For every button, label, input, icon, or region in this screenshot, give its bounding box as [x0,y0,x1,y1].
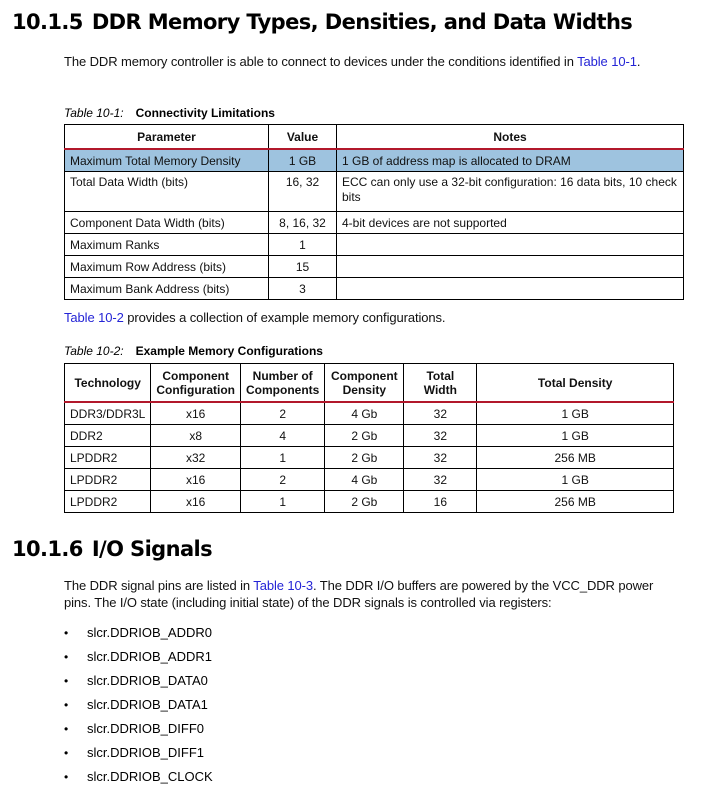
list-item [64,648,213,672]
table-row [65,234,684,256]
total-width-cell: 32 [404,402,477,425]
notes-cell: ECC can only use a 32-bit configuration: 16 data bits, 10 check bits [337,172,684,212]
components-cell: 2 [241,469,325,491]
register-list [64,624,213,792]
table-row [65,469,674,491]
list-item [64,744,213,768]
section-heading-10-1-5 [12,10,632,34]
component-density-cell: 2 Gb [325,447,404,469]
section-number: 10.1.5 [12,10,83,34]
table-row [65,402,674,425]
register-name: slcr.DDRIOB_DATA1 [87,697,208,712]
intro-end: . [636,54,641,69]
table-row [65,172,684,212]
intro-paragraph [64,53,664,70]
value-cell: 1 GB [269,149,337,172]
io-text-before-link: The DDR signal pins are listed in [64,578,254,593]
technology-cell: DDR2 [65,425,151,447]
register-name: slcr.DDRIOB_ADDR1 [87,649,212,664]
bullet-icon: • [64,746,69,760]
total-density-cell: 1 GB [477,469,674,491]
list-item [64,720,213,744]
table-row [65,256,684,278]
bullet-icon: • [64,698,69,712]
notes-cell [337,278,684,300]
technology-cell: LPDDR2 [65,491,151,513]
register-name: slcr.DDRIOB_DIFF0 [87,721,205,736]
parameter-cell: Maximum Ranks [65,234,269,256]
register-name: slcr.DDRIOB_ADDR0 [87,625,212,640]
table1-label: Table 10-1: [64,106,124,120]
section-heading-10-1-6 [12,537,212,561]
table1-header: Parameter [65,125,269,150]
table2-title: Example Memory Configurations [135,344,323,358]
register-name: slcr.DDRIOB_CLOCK [87,769,213,784]
configuration-cell: x8 [151,425,241,447]
parameter-cell: Maximum Row Address (bits) [65,256,269,278]
table2-intro-paragraph [64,309,445,326]
technology-cell: LPDDR2 [65,469,151,491]
io-text-after-link: . The DDR I/O buffers are powered by the VCC_DDR power pins. The I/O state (including initial state) of the DDR signals is controlled via registers: [64,578,654,610]
value-cell: 3 [269,278,337,300]
section-title: DDR Memory Types, Densities, and Data Widths [91,10,633,34]
value-cell: 8, 16, 32 [269,212,337,234]
table-row-selected [65,149,684,172]
notes-cell: 1 GB of address map is allocated to DRAM [337,149,684,172]
connectivity-limitations-table [64,124,684,300]
component-density-cell: 4 Gb [325,402,404,425]
value-cell: 16, 32 [269,172,337,212]
component-density-cell: 2 Gb [325,425,404,447]
table-row [65,447,674,469]
parameter-cell: Maximum Total Memory Density [65,149,269,172]
table-row [65,278,684,300]
notes-cell: 4-bit devices are not supported [337,212,684,234]
list-item [64,768,213,792]
table1-header-row [65,125,684,150]
configuration-cell: x16 [151,491,241,513]
components-cell: 1 [241,447,325,469]
table-row [65,491,674,513]
table2-header: Technology [65,364,151,403]
total-width-cell: 16 [404,491,477,513]
configuration-cell: x16 [151,469,241,491]
table1-header: Notes [337,125,684,150]
value-cell: 1 [269,234,337,256]
section-number: 10.1.6 [12,537,83,561]
table-10-2-link[interactable]: Table 10-2 [64,310,124,325]
bullet-icon: • [64,674,69,688]
section-title: I/O Signals [91,537,213,561]
table1-caption [64,106,275,120]
notes-cell [337,234,684,256]
list-item [64,672,213,696]
bullet-icon: • [64,770,69,784]
total-density-cell: 1 GB [477,425,674,447]
io-signals-paragraph [64,577,674,611]
table2-intro-text: provides a collection of example memory configurations. [123,310,446,325]
component-density-cell: 4 Gb [325,469,404,491]
components-cell: 1 [241,491,325,513]
total-width-cell: 32 [404,447,477,469]
table2-label: Table 10-2: [64,344,124,358]
components-cell: 2 [241,402,325,425]
example-memory-configurations-table [64,363,674,513]
table-row [65,425,674,447]
technology-cell: LPDDR2 [65,447,151,469]
intro-text: The DDR memory controller is able to connect to devices under the conditions identified in [64,54,578,69]
bullet-icon: • [64,650,69,664]
table2-caption [64,344,323,358]
configuration-cell: x32 [151,447,241,469]
table2-header: Number of Components [241,364,325,403]
total-width-cell: 32 [404,469,477,491]
table-row [65,212,684,234]
notes-cell [337,256,684,278]
table2-header: Total Width [404,364,477,403]
bullet-icon: • [64,626,69,640]
table2-header: Component Configuration [151,364,241,403]
configuration-cell: x16 [151,402,241,425]
list-item [64,696,213,720]
total-density-cell: 1 GB [477,402,674,425]
register-name: slcr.DDRIOB_DATA0 [87,673,208,688]
table2-header-row [65,364,674,403]
table1-title: Connectivity Limitations [135,106,275,120]
list-item [64,624,213,648]
register-name: slcr.DDRIOB_DIFF1 [87,745,205,760]
table-10-1-link[interactable]: Table 10-1 [577,54,637,69]
technology-cell: DDR3/DDR3L [65,402,151,425]
components-cell: 4 [241,425,325,447]
total-density-cell: 256 MB [477,447,674,469]
table2-header: Component Density [325,364,404,403]
parameter-cell: Component Data Width (bits) [65,212,269,234]
value-cell: 15 [269,256,337,278]
parameter-cell: Total Data Width (bits) [65,172,269,212]
table2-header: Total Density [477,364,674,403]
parameter-cell: Maximum Bank Address (bits) [65,278,269,300]
table-10-3-link[interactable]: Table 10-3 [253,578,314,593]
bullet-icon: • [64,722,69,736]
component-density-cell: 2 Gb [325,491,404,513]
total-density-cell: 256 MB [477,491,674,513]
total-width-cell: 32 [404,425,477,447]
table1-header: Value [269,125,337,150]
